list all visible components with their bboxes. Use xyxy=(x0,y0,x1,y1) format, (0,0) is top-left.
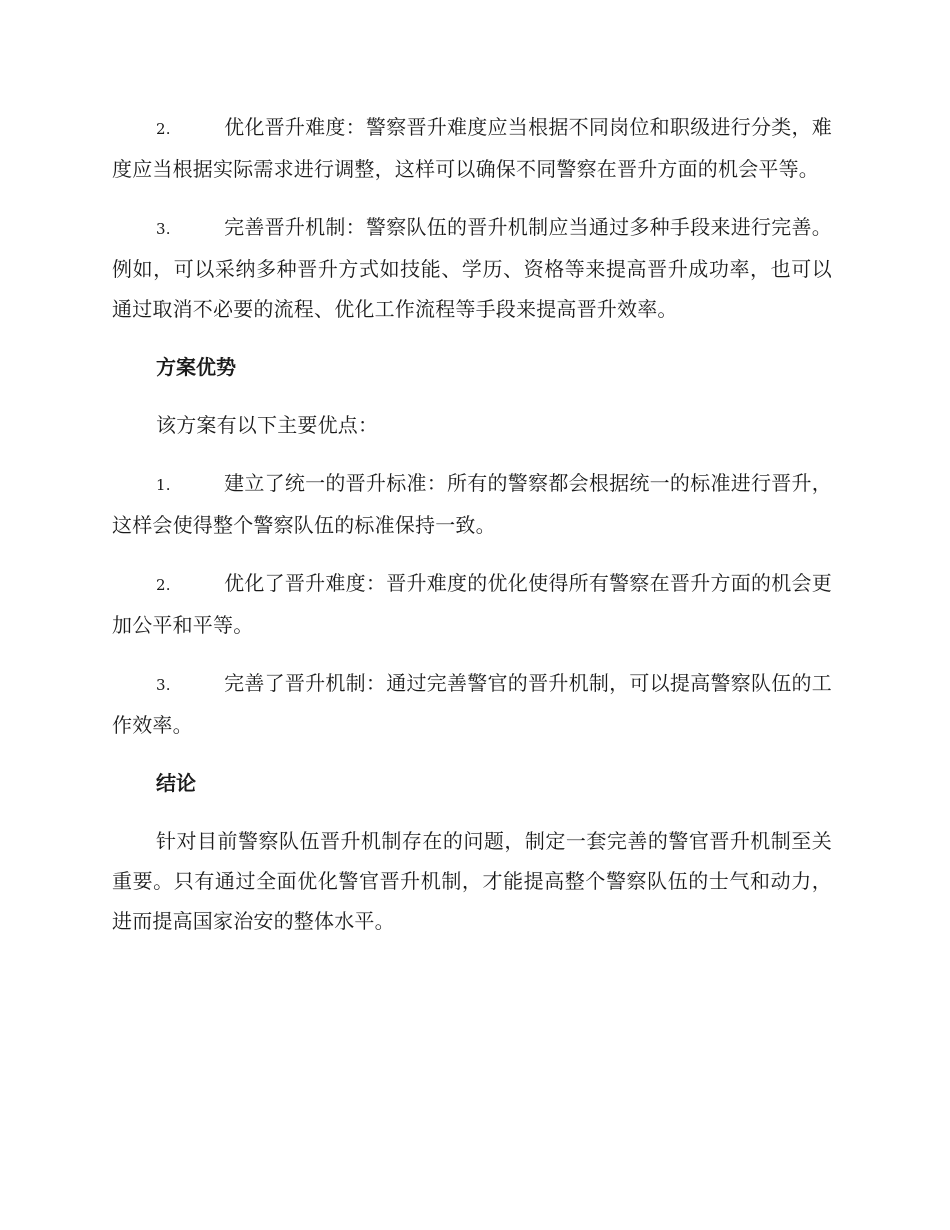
conclusion-text: 针对目前警察队伍晋升机制存在的问题，制定一套完善的警官晋升机制至关重要。只有通过全面优化警官晋升机制，才能提高整个警察队伍的士气和动力，进而提高国家治安的整体水平。 xyxy=(112,829,832,933)
list-number: 2. xyxy=(156,576,171,594)
list-item xyxy=(112,463,832,545)
document-body xyxy=(112,107,832,959)
list-text: 优化了晋升难度：晋升难度的优化使得所有警察在晋升方面的机会更加公平和平等。 xyxy=(112,571,832,637)
list-text: 完善晋升机制：警察队伍的晋升机制应当通过多种手段来进行完善。例如，可以采纳多种晋升方式如技能、学历、资格等来提高晋升成功率，也可以通过取消不必要的流程、优化工作流程等手段来提高晋升效率。 xyxy=(112,215,832,321)
section-heading-advantages: 方案优势 xyxy=(156,355,236,379)
list-number: 3. xyxy=(156,676,171,694)
advantages-intro: 该方案有以下主要优点： xyxy=(156,413,379,437)
list-number: 2. xyxy=(156,120,171,138)
list-item xyxy=(112,207,832,329)
section-heading-conclusion: 结论 xyxy=(156,771,196,795)
list-item xyxy=(112,107,832,189)
list-number: 3. xyxy=(156,220,171,238)
list-text: 优化晋升难度：警察晋升难度应当根据不同岗位和职级进行分类，难度应当根据实际需求进行调整，这样可以确保不同警察在晋升方面的机会平等。 xyxy=(112,115,832,181)
list-item xyxy=(112,563,832,645)
list-number: 1. xyxy=(156,476,171,494)
list-text: 建立了统一的晋升标准：所有的警察都会根据统一的标准进行晋升，这样会使得整个警察队伍的标准保持一致。 xyxy=(112,471,832,537)
list-item xyxy=(112,663,832,745)
list-text: 完善了晋升机制：通过完善警官的晋升机制，可以提高警察队伍的工作效率。 xyxy=(112,671,832,737)
